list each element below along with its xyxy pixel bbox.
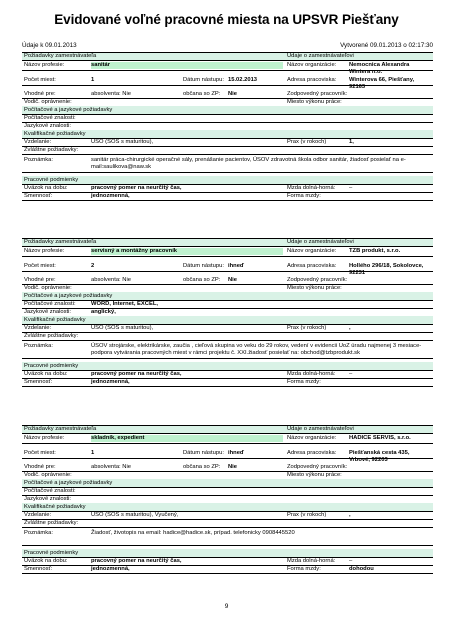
wage-value: –: [349, 558, 353, 564]
label-practice: Prax (v rokoch): [287, 325, 327, 331]
section-employer-info: Údaje o zamestnávateľovi: [287, 426, 354, 432]
row-divider: [22, 527, 433, 528]
label-responsible: Zodpovedný pracovník:: [287, 464, 348, 470]
start-date-value: ihneď: [228, 450, 245, 456]
job-listing: [22, 52, 433, 202]
section-header-row: [22, 549, 433, 557]
row-divider: [22, 358, 433, 359]
section-header-row: [22, 238, 433, 246]
note-value: Žiadosť, životopis na email: hadice@hadice.sk, prípad. telefonicky 0908445520: [91, 530, 295, 536]
field-row: [22, 276, 433, 284]
field-row: [22, 284, 433, 292]
label-contract: Úväzok na dobu:: [24, 185, 68, 191]
label-education: Vzdelanie:: [24, 139, 52, 145]
label-profession: Názov profesie:: [24, 435, 65, 441]
page-number: 9: [224, 603, 229, 610]
field-row: [22, 378, 433, 386]
label-special-requirements: Zvláštne požiadavky:: [24, 147, 79, 153]
practice-value: 1,: [349, 139, 354, 145]
positions-value: 1: [91, 77, 95, 83]
field-row: [22, 332, 433, 340]
label-special-requirements: Zvláštne požiadavky:: [24, 520, 79, 526]
section-header-row: [22, 503, 433, 511]
shifts-value: jednozmenná,: [91, 566, 130, 572]
address-value: Piešťanská cesta 435, Vrbové, 92203: [349, 450, 410, 463]
row-divider: [22, 154, 433, 155]
label-contract: Úväzok na dobu:: [24, 558, 68, 564]
field-row: [22, 449, 433, 463]
label-shifts: Smennosť:: [24, 193, 53, 199]
label-profession: Názov profesie:: [24, 248, 65, 254]
label-computer-skills: Počítačové znalosti:: [24, 115, 76, 121]
section-employer-info: Údaje o zamestnávateľovi: [287, 53, 354, 59]
label-education: Vzdelanie:: [24, 325, 52, 331]
section-computer-language: Počítačové a jazykové požiadavky: [24, 107, 113, 113]
section-header-row: [22, 362, 433, 370]
label-org-name: Názov organizácie:: [287, 62, 337, 68]
field-row: [22, 519, 433, 527]
row-divider: [22, 271, 433, 272]
section-employer-info: Údaje o zamestnávateľovi: [287, 239, 354, 245]
shifts-value: jednozmenná,: [91, 379, 130, 385]
field-row: [22, 495, 433, 503]
field-row: [22, 114, 433, 122]
field-row: [22, 434, 433, 443]
profession-value: servisný a montážny pracovník: [91, 248, 283, 255]
positions-value: 2: [91, 263, 95, 269]
education-value: USO (SOS s maturitou),: [91, 139, 154, 145]
row-divider: [22, 386, 433, 387]
label-non-eu: občana so ZP:: [183, 277, 221, 283]
field-row: [22, 122, 433, 130]
section-qualification: Kvalifikačné požiadavky: [24, 131, 86, 137]
section-work-conditions: Pracovné podmienky: [24, 177, 79, 183]
address-value: Hollého 296/18, Sokolovce, 92231: [349, 263, 424, 276]
label-suitable-for: Vhodné pre:: [24, 91, 56, 97]
label-org-name: Názov organizácie:: [287, 248, 337, 254]
page-title: Evidované voľné pracovné miesta na UPSVR Piešťany: [54, 12, 399, 27]
wage-value: –: [349, 185, 353, 191]
label-driving-license: Vodič. oprávnenie:: [24, 99, 72, 105]
section-header-row: [22, 316, 433, 324]
label-responsible: Zodpovedný pracovník:: [287, 91, 348, 97]
section-qualification: Kvalifikačné požiadavky: [24, 504, 86, 510]
label-work-location: Miesto výkonu práce:: [287, 285, 342, 291]
field-row: [22, 184, 433, 192]
field-row: [22, 138, 433, 146]
label-start-date: Dátum nástupu:: [183, 450, 224, 456]
profession-value: sanitár: [91, 62, 283, 69]
note-value: sanitár práca-chirurgické operačné sály, prenášanie pacientov, ÚSOV zdravotná škola odbor sanitár, žiadosť posielať na e-mail:saulikova@naw.sk: [91, 157, 406, 170]
practice-value: ,: [349, 325, 351, 331]
label-practice: Prax (v rokoch): [287, 139, 327, 145]
label-wage-form: Forma mzdy:: [287, 193, 321, 199]
field-row: [22, 370, 433, 378]
field-row: [22, 529, 433, 545]
data-date: Údaje k 09.01.2013: [22, 42, 77, 49]
created-timestamp: Vytvorené 09.01.2013 o 02:17:30: [340, 42, 433, 49]
section-header-row: [22, 130, 433, 138]
address-value: Winterova 66, Piešťany, 92163: [349, 77, 415, 90]
label-start-date: Dátum nástupu:: [183, 263, 224, 269]
org-name-value: TZB produkt, s.r.o.: [349, 248, 401, 254]
label-special-requirements: Zvláštne požiadavky:: [24, 333, 79, 339]
label-computer-skills: Počítačové znalosti:: [24, 488, 76, 494]
label-language-skills: Jazykové znalosti:: [24, 496, 72, 502]
field-row: [22, 300, 433, 308]
section-header-row: [22, 52, 433, 60]
label-wage: Mzda dolná-horná:: [287, 558, 336, 564]
field-row: [22, 262, 433, 276]
start-date-value: ihneď: [228, 263, 245, 269]
label-start-date: Dátum nástupu:: [183, 77, 224, 83]
field-row: [22, 156, 433, 172]
label-practice: Prax (v rokoch): [287, 512, 327, 518]
section-qualification: Kvalifikačné požiadavky: [24, 317, 86, 323]
field-row: [22, 192, 433, 200]
label-note: Poznámka:: [24, 530, 53, 536]
section-header-row: [22, 425, 433, 433]
label-work-location: Miesto výkonu práce:: [287, 472, 342, 478]
label-workplace-address: Adresa pracoviska:: [287, 77, 337, 83]
section-header-row: [22, 176, 433, 184]
field-row: [22, 76, 433, 90]
section-computer-language: Počítačové a jazykové požiadavky: [24, 293, 113, 299]
non-eu-value: Nie: [228, 91, 238, 97]
field-row: [22, 557, 433, 565]
section-work-conditions: Pracovné podmienky: [24, 550, 79, 556]
label-shifts: Smennosť:: [24, 566, 53, 572]
suitable-for-value: absolventa: Nie: [91, 91, 131, 97]
contract-value: pracovný pomer na neurčitý čas,: [91, 185, 182, 191]
label-wage: Mzda dolná-horná:: [287, 185, 336, 191]
label-wage-form: Forma mzdy:: [287, 566, 321, 572]
label-org-name: Názov organizácie:: [287, 435, 337, 441]
label-education: Vzdelanie:: [24, 512, 52, 518]
wage-form-value: dohodou: [349, 566, 374, 572]
section-header-row: [22, 479, 433, 487]
section-employer-requirements: Požiadavky zamestnávateľa: [24, 239, 97, 245]
org-name-value: Nemocnica Alexandra Wintera n.o.: [349, 62, 410, 75]
contract-value: pracovný pomer na neurčitý čas,: [91, 371, 182, 377]
row-divider: [22, 443, 433, 444]
field-row: [22, 565, 433, 573]
practice-value: ,: [349, 512, 351, 518]
label-wage: Mzda dolná-horná:: [287, 371, 336, 377]
label-language-skills: Jazykové znalosti:: [24, 309, 72, 315]
row-divider: [22, 52, 433, 53]
field-row: [22, 90, 433, 98]
field-row: [22, 98, 433, 106]
profession-value: skladník, expedient: [91, 435, 283, 442]
field-row: [22, 463, 433, 471]
label-suitable-for: Vhodné pre:: [24, 277, 56, 283]
field-row: [22, 308, 433, 316]
shifts-value: jednozmenná,: [91, 193, 130, 199]
field-row: [22, 487, 433, 495]
row-divider: [22, 256, 433, 257]
field-row: [22, 342, 433, 358]
contract-value: pracovný pomer na neurčitý čas,: [91, 558, 182, 564]
field-row: [22, 324, 433, 332]
label-work-location: Miesto výkonu práce:: [287, 99, 342, 105]
suitable-for-value: absolventa: Nie: [91, 464, 131, 470]
suitable-for-value: absolventa: Nie: [91, 277, 131, 283]
row-divider: [22, 238, 433, 239]
row-divider: [22, 425, 433, 426]
label-positions: Počet miest:: [24, 77, 56, 83]
row-divider: [22, 70, 433, 71]
label-shifts: Smennosť:: [24, 379, 53, 385]
field-row: [22, 146, 433, 154]
section-computer-language: Počítačové a jazykové požiadavky: [24, 480, 113, 486]
non-eu-value: Nie: [228, 464, 238, 470]
positions-value: 1: [91, 450, 95, 456]
wage-value: –: [349, 371, 353, 377]
education-value: USO (SOS s maturitou), Vyučený,: [91, 512, 179, 518]
field-row: [22, 61, 433, 75]
label-note: Poznámka:: [24, 157, 53, 163]
label-workplace-address: Adresa pracoviska:: [287, 450, 337, 456]
section-header-row: [22, 292, 433, 300]
label-note: Poznámka:: [24, 343, 53, 349]
note-value: ÚSOV strojárske, elektrikárske, zaučia , cieľová skupina vo veku do 29 rokov, vedení v evidencii UoZ úradu najmenej 3 mesiace- podpora vytvárania pracovných miest v rámci projektu č. XXI.žiadosť posielať na: obchod@tzbprodukt.sk: [91, 343, 422, 356]
section-header-row: [22, 106, 433, 114]
computer-skills-value: WORD, Internet, EXCEL,: [91, 301, 158, 307]
start-date-value: 15.02.2013: [228, 77, 258, 83]
field-row: [22, 511, 433, 519]
job-listing: [22, 238, 433, 388]
row-divider: [22, 340, 433, 341]
label-computer-skills: Počítačové znalosti:: [24, 301, 76, 307]
label-positions: Počet miest:: [24, 263, 56, 269]
label-workplace-address: Adresa pracoviska:: [287, 263, 337, 269]
label-wage-form: Forma mzdy:: [287, 379, 321, 385]
row-divider: [22, 545, 433, 546]
row-divider: [22, 573, 433, 574]
section-work-conditions: Pracovné podmienky: [24, 363, 79, 369]
education-value: USO (SOS s maturitou),: [91, 325, 154, 331]
label-non-eu: občana so ZP:: [183, 464, 221, 470]
row-divider: [22, 200, 433, 201]
label-language-skills: Jazykové znalosti:: [24, 123, 72, 129]
label-suitable-for: Vhodné pre:: [24, 464, 56, 470]
label-contract: Úväzok na dobu:: [24, 371, 68, 377]
row-divider: [22, 85, 433, 86]
label-non-eu: občana so ZP:: [183, 91, 221, 97]
field-row: [22, 471, 433, 479]
label-driving-license: Vodič. oprávnenie:: [24, 285, 72, 291]
label-positions: Počet miest:: [24, 450, 56, 456]
org-name-value: HADICE SERVIS, s.r.o.: [349, 435, 411, 441]
field-row: [22, 247, 433, 256]
row-divider: [22, 172, 433, 173]
language-skills-value: anglický,: [91, 309, 116, 315]
label-profession: Názov profesie:: [24, 62, 65, 68]
label-responsible: Zodpovedný pracovník:: [287, 277, 348, 283]
job-listing: [22, 425, 433, 575]
section-employer-requirements: Požiadavky zamestnávateľa: [24, 53, 97, 59]
label-driving-license: Vodič. oprávnenie:: [24, 472, 72, 478]
section-employer-requirements: Požiadavky zamestnávateľa: [24, 426, 97, 432]
row-divider: [22, 458, 433, 459]
non-eu-value: Nie: [228, 277, 238, 283]
